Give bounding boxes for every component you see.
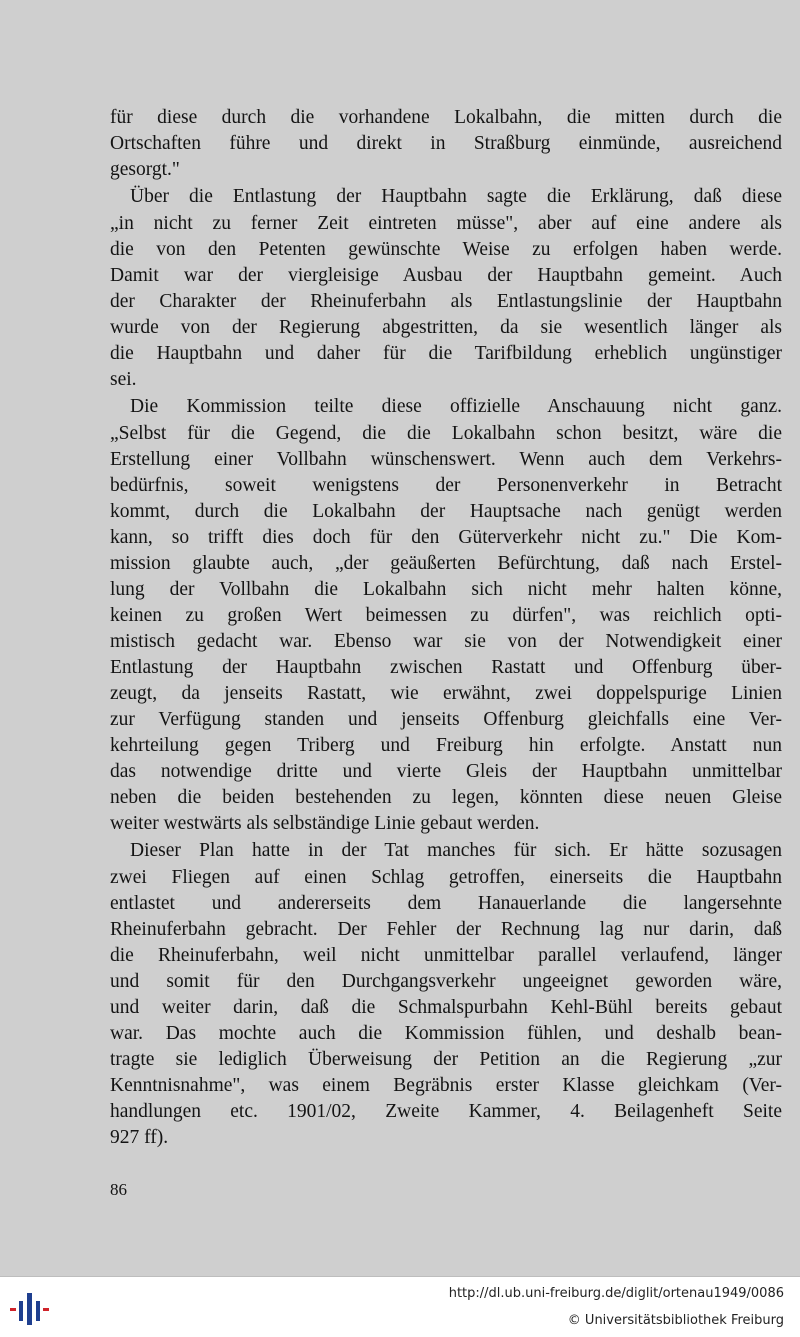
- text-line: „Selbst für die Gegend, die die Lokalbahn schon besitzt, wäre die: [110, 423, 782, 444]
- text-line: Erstellung einer Vollbahn wünschenswert. Wenn auch dem Verkehrs-: [110, 449, 782, 470]
- text-line: lung der Vollbahn die Lokalbahn sich nicht mehr halten könne,: [110, 579, 782, 600]
- text-line: das notwendige dritte und vierte Gleis der Hauptbahn unmittelbar: [110, 761, 782, 782]
- text-line: der Charakter der Rheinuferbahn als Entlastungslinie der Hauptbahn: [110, 291, 782, 312]
- text-line: bedürfnis, soweit wenigstens der Personenverkehr in Betracht: [110, 475, 782, 496]
- text-line: wurde von der Regierung abgestritten, da sie wesentlich länger als: [110, 317, 782, 338]
- text-line: mission glaubte auch, „der geäußerten Befürchtung, daß nach Erstel-: [110, 553, 782, 574]
- text-line: zeugt, da jenseits Rastatt, wie erwähnt, zwei doppelspurige Linien: [110, 683, 782, 704]
- page-number: 86: [110, 1180, 127, 1199]
- text-line: mistisch gedacht war. Ebenso war sie von der Notwendigkeit einer: [110, 631, 782, 652]
- text-line: gesorgt.": [110, 159, 180, 180]
- text-line: Dieser Plan hatte in der Tat manches für sich. Er hätte sozusagen: [130, 840, 782, 861]
- text-line: die von den Petenten gewünschte Weise zu erfolgen haben werde.: [110, 239, 782, 260]
- text-line: keinen zu großen Wert beimessen zu dürfen", was reichlich opti-: [110, 605, 782, 626]
- text-line: sei.: [110, 369, 137, 390]
- text-line: zwei Fliegen auf einen Schlag getroffen, einerseits die Hauptbahn: [110, 867, 782, 888]
- text-line: neben die beiden bestehenden zu legen, könnten diese neuen Gleise: [110, 787, 782, 808]
- text-line: kehrteilung gegen Triberg und Freiburg hin erfolgte. Anstatt nun: [110, 735, 782, 756]
- viewer-footer: [0, 1276, 800, 1337]
- text-line: Ortschaften führe und direkt in Straßburg einmünde, ausreichend: [110, 133, 782, 154]
- copyright-credit: © Universitätsbibliothek Freiburg: [567, 1313, 784, 1328]
- text-line: die Hauptbahn und daher für die Tarifbildung erheblich ungünstiger: [110, 343, 782, 364]
- text-line: kann, so trifft dies doch für den Güterverkehr nicht zu." Die Kom-: [110, 527, 782, 548]
- text-line: Damit war der viergleisige Ausbau der Hauptbahn gemeint. Auch: [110, 265, 782, 286]
- text-line: Über die Entlastung der Hauptbahn sagte die Erklärung, daß diese: [130, 186, 782, 207]
- text-line: für diese durch die vorhandene Lokalbahn, die mitten durch die: [110, 107, 782, 128]
- text-line: Kenntnisnahme", was einem Begräbnis erster Klasse gleichkam (Ver-: [110, 1075, 782, 1096]
- text-line: Entlastung der Hauptbahn zwischen Rastatt und Offenburg über-: [110, 657, 782, 678]
- text-line: war. Das mochte auch die Kommission fühlen, und deshalb bean-: [110, 1023, 782, 1044]
- text-line: weiter westwärts als selbständige Linie gebaut werden.: [110, 813, 540, 834]
- text-line: Rheinuferbahn gebracht. Der Fehler der Rechnung lag nur darin, daß: [110, 919, 782, 940]
- text-line: entlastet und andererseits dem Hanauerlande die langersehnte: [110, 893, 782, 914]
- text-line: Die Kommission teilte diese offizielle Anschauung nicht ganz.: [130, 396, 782, 417]
- text-line: und somit für den Durchgangsverkehr ungeeignet geworden wäre,: [110, 971, 782, 992]
- text-line: die Rheinuferbahn, weil nicht unmittelbar parallel verlaufend, länger: [110, 945, 782, 966]
- text-line: handlungen etc. 1901/02, Zweite Kammer, 4. Beilagenheft Seite: [110, 1101, 782, 1122]
- text-line: kommt, durch die Lokalbahn der Hauptsache nach genügt werden: [110, 501, 782, 522]
- text-line: 927 ff).: [110, 1127, 169, 1148]
- text-line: zur Verfügung standen und jenseits Offenburg gleichfalls eine Ver-: [110, 709, 782, 730]
- permalink-url[interactable]: http://dl.ub.uni-freiburg.de/diglit/ortenau1949/0086: [448, 1286, 784, 1301]
- text-line: „in nicht zu ferner Zeit eintreten müsse", aber auf eine andere als: [110, 213, 782, 234]
- text-line: und weiter darin, daß die Schmalspurbahn Kehl-Bühl bereits gebaut: [110, 997, 782, 1018]
- ub-freiburg-logo-icon: [10, 1291, 50, 1327]
- text-line: tragte sie lediglich Überweisung der Petition an die Regierung „zur: [110, 1049, 782, 1070]
